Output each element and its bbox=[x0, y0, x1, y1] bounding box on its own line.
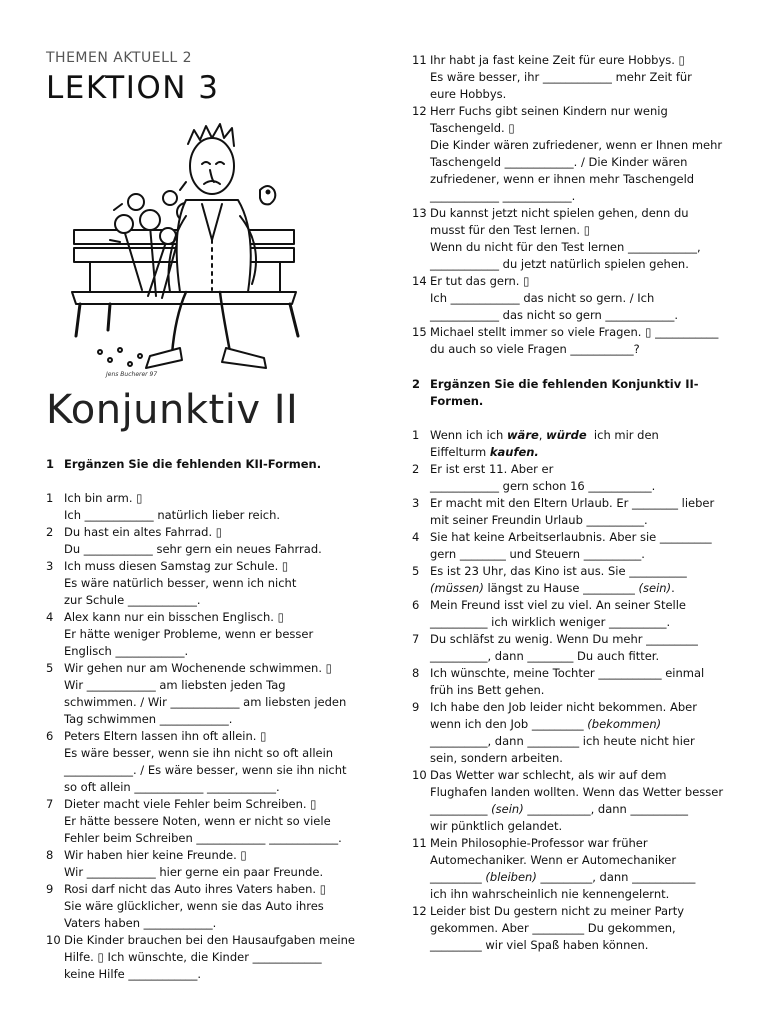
exercise-item bbox=[46, 660, 368, 728]
item-line: Wir ____________ hier gerne ein paar Freunde. bbox=[64, 865, 324, 879]
item-number: 5 bbox=[412, 564, 420, 578]
item-line: Taschengeld ____________. / Die Kinder wären bbox=[430, 155, 688, 169]
item-line: Wir gehen nur am Wochenende schwimmen. ▯ bbox=[64, 661, 332, 675]
exercise-2-items bbox=[412, 427, 738, 954]
item-number: 10 bbox=[412, 768, 427, 782]
item-number: 8 bbox=[412, 666, 420, 680]
item-line: Ich bin arm. ▯ bbox=[64, 491, 143, 505]
item-line: Er ist erst 11. Aber er bbox=[430, 462, 554, 476]
exercise-item bbox=[412, 563, 738, 597]
item-number: 11 bbox=[412, 53, 427, 67]
item-line: Ich ____________ das nicht so gern. / Ich bbox=[430, 291, 655, 305]
item-line: ____________ ____________. bbox=[430, 189, 576, 203]
item-number: 14 bbox=[412, 274, 427, 288]
item-line: Er macht mit den Eltern Urlaub. Er ________ lieber bbox=[430, 496, 715, 510]
exercise-number: 2 bbox=[412, 377, 421, 391]
item-line: mit seiner Freundin Urlaub __________. bbox=[430, 513, 648, 527]
exercise-item bbox=[412, 665, 738, 699]
item-line: ich ihn wahrscheinlich nie kennengelernt. bbox=[430, 887, 670, 901]
series-title: THEMEN AKTUELL 2 bbox=[46, 50, 193, 66]
item-line: Sie hat keine Arbeitserlaubnis. Aber sie _________ bbox=[430, 530, 712, 544]
item-line: Die Kinder wären zufriedener, wenn er Ihnen mehr bbox=[430, 138, 723, 152]
item-line: Die Kinder brauchen bei den Hausaufgaben meine bbox=[64, 933, 355, 947]
item-line: keine Hilfe ____________. bbox=[64, 967, 202, 981]
item-number: 3 bbox=[46, 559, 54, 573]
example-text: , bbox=[538, 428, 547, 442]
item-line: du auch so viele Fragen ___________? bbox=[430, 342, 640, 356]
example-text: Wenn ich ich bbox=[430, 428, 507, 442]
item-number: 6 bbox=[46, 729, 54, 743]
exercise-item bbox=[46, 728, 368, 796]
exercise-item bbox=[412, 597, 738, 631]
item-number: 6 bbox=[412, 598, 420, 612]
exercise-1-items-left bbox=[46, 490, 368, 983]
item-line: Taschengeld. ▯ bbox=[430, 121, 515, 135]
exercise-1 bbox=[46, 456, 368, 983]
exercise-item bbox=[412, 273, 738, 324]
item-line: _________ (bleiben) _________, dann ___________ bbox=[430, 870, 696, 884]
item-line: Du hast ein altes Fahrrad. ▯ bbox=[64, 525, 223, 539]
page-title: Konjunktiv II bbox=[46, 387, 299, 433]
item-line: Peters Eltern lassen ihn oft allein. ▯ bbox=[64, 729, 267, 743]
item-line: Es ist 23 Uhr, das Kino ist aus. Sie __________ bbox=[430, 564, 687, 578]
item-line: Wir haben hier keine Freunde. ▯ bbox=[64, 848, 247, 862]
item-line: __________ (sein) ___________, dann __________ bbox=[430, 802, 688, 816]
item-line: Vaters haben ____________. bbox=[64, 916, 217, 930]
item-line: Rosi darf nicht das Auto ihres Vaters haben. ▯ bbox=[64, 882, 327, 896]
item-number: 4 bbox=[46, 610, 54, 624]
item-number: 2 bbox=[46, 525, 54, 539]
item-line: Tag schwimmen ____________. bbox=[64, 712, 233, 726]
item-line: Wenn du nicht für den Test lernen ____________, bbox=[430, 240, 701, 254]
item-number: 7 bbox=[46, 797, 54, 811]
right-column bbox=[412, 52, 738, 954]
item-line: eure Hobbys. bbox=[430, 87, 507, 101]
item-line: Es wäre natürlich besser, wenn ich nicht bbox=[64, 576, 297, 590]
item-line: (müssen) längst zu Hause _________ (sein). bbox=[430, 581, 675, 595]
item-line: Automechaniker. Wenn er Automechaniker bbox=[430, 853, 677, 867]
illustration-signature: Jens Bucherer 97 bbox=[106, 371, 158, 378]
exercise-instruction-line: Formen. bbox=[430, 394, 484, 408]
exercise-item bbox=[412, 52, 738, 103]
exercise-item bbox=[412, 103, 738, 205]
item-line: __________ ich wirklich weniger __________. bbox=[430, 615, 671, 629]
exercise-item bbox=[46, 524, 368, 558]
item-line: Wir ____________ am liebsten jeden Tag bbox=[64, 678, 286, 692]
item-number: 1 bbox=[412, 428, 420, 442]
exercise-item bbox=[412, 835, 738, 903]
item-line: Dieter macht viele Fehler beim Schreiben. ▯ bbox=[64, 797, 317, 811]
item-number: 10 bbox=[46, 933, 61, 947]
item-number: 12 bbox=[412, 104, 427, 118]
exercise-item bbox=[412, 529, 738, 563]
exercise-item bbox=[46, 932, 368, 983]
item-line: Du ____________ sehr gern ein neues Fahrrad. bbox=[64, 542, 322, 556]
exercise-1-items-right bbox=[412, 52, 738, 358]
item-number: 8 bbox=[46, 848, 54, 862]
item-line: Alex kann nur ein bisschen Englisch. ▯ bbox=[64, 610, 284, 624]
exercise-instruction: Ergänzen Sie die fehlenden KII-Formen. bbox=[64, 457, 322, 471]
exercise-item bbox=[46, 847, 368, 881]
item-line: Du schläfst zu wenig. Wenn Du mehr _________ bbox=[430, 632, 698, 646]
example-answer: wäre bbox=[506, 428, 539, 442]
example-item bbox=[412, 427, 738, 461]
exercise-2-heading bbox=[412, 376, 738, 410]
example-answer: kaufen. bbox=[489, 445, 539, 459]
exercise-1-heading bbox=[46, 456, 368, 473]
item-line: ____________. / Es wäre besser, wenn sie ihn nicht bbox=[64, 763, 347, 777]
item-line: gekommen. Aber _________ Du gekommen, bbox=[430, 921, 676, 935]
item-line: Mein Philosophie-Professor war früher bbox=[430, 836, 648, 850]
item-number: 9 bbox=[46, 882, 54, 896]
item-number: 4 bbox=[412, 530, 420, 544]
item-number: 7 bbox=[412, 632, 420, 646]
item-line: Leider bist Du gestern nicht zu meiner Party bbox=[430, 904, 685, 918]
item-line: __________, dann ________ Du auch fitter. bbox=[430, 649, 660, 663]
exercise-item bbox=[412, 767, 738, 835]
exercise-item bbox=[412, 324, 738, 358]
item-line: Mein Freund isst viel zu viel. An seiner Stelle bbox=[430, 598, 686, 612]
item-number: 12 bbox=[412, 904, 427, 918]
item-line: Ich muss diesen Samstag zur Schule. ▯ bbox=[64, 559, 289, 573]
exercise-item bbox=[46, 609, 368, 660]
item-number: 2 bbox=[412, 462, 420, 476]
exercise-item bbox=[46, 490, 368, 524]
item-line: ____________ das nicht so gern ____________. bbox=[430, 308, 679, 322]
item-number: 9 bbox=[412, 700, 420, 714]
sad-man-on-bench-illustration bbox=[70, 120, 302, 382]
lesson-title: LEKTION 3 bbox=[46, 70, 220, 106]
item-line: Ich habe den Job leider nicht bekommen. Aber bbox=[430, 700, 697, 714]
exercise-item bbox=[412, 903, 738, 954]
exercise-item bbox=[412, 205, 738, 273]
exercise-instruction-line: Ergänzen Sie die fehlenden Konjunktiv II- bbox=[430, 377, 699, 391]
exercise-item bbox=[412, 461, 738, 495]
exercise-2 bbox=[412, 376, 738, 954]
item-line: Er tut das gern. ▯ bbox=[430, 274, 530, 288]
item-line: ____________ gern schon 16 ___________. bbox=[430, 479, 656, 493]
item-number: 13 bbox=[412, 206, 427, 220]
item-line: Ich ____________ natürlich lieber reich. bbox=[64, 508, 281, 522]
item-line: Michael stellt immer so viele Fragen. ▯ ___________ bbox=[430, 325, 719, 339]
item-line: musst für den Test lernen. ▯ bbox=[430, 223, 591, 237]
item-line: zufriedener, wenn er ihnen mehr Taschengeld bbox=[430, 172, 695, 186]
page-header bbox=[46, 50, 376, 106]
item-line: Sie wäre glücklicher, wenn sie das Auto ihres bbox=[64, 899, 324, 913]
exercise-2-list bbox=[412, 461, 738, 954]
item-line: Ich wünschte, meine Tochter ___________ einmal bbox=[430, 666, 705, 680]
exercise-item bbox=[46, 881, 368, 932]
item-number: 3 bbox=[412, 496, 420, 510]
item-line: Das Wetter war schlecht, als wir auf dem bbox=[430, 768, 667, 782]
item-line: Du kannst jetzt nicht spielen gehen, denn du bbox=[430, 206, 689, 220]
exercise-item bbox=[412, 699, 738, 767]
item-line: sein, sondern arbeiten. bbox=[430, 751, 563, 765]
item-line: wir pünktlich gelandet. bbox=[430, 819, 563, 833]
exercise-item bbox=[46, 558, 368, 609]
item-line: Fehler beim Schreiben ____________ ____________. bbox=[64, 831, 342, 845]
item-line: Es wäre besser, ihr ____________ mehr Zeit für bbox=[430, 70, 692, 84]
item-line: Hilfe. ▯ Ich wünschte, die Kinder ____________ bbox=[64, 950, 322, 964]
item-line: schwimmen. / Wir ____________ am liebsten jeden bbox=[64, 695, 347, 709]
exercise-item bbox=[46, 796, 368, 847]
item-line: __________, dann _________ ich heute nicht hier bbox=[430, 734, 695, 748]
item-line: so oft allein ____________ ____________. bbox=[64, 780, 280, 794]
item-line: Englisch ____________. bbox=[64, 644, 189, 658]
example-text: ich mir den bbox=[586, 428, 659, 442]
item-number: 5 bbox=[46, 661, 54, 675]
item-line: wenn ich den Job _________ (bekommen) bbox=[430, 717, 662, 731]
item-line: Herr Fuchs gibt seinen Kindern nur wenig bbox=[430, 104, 668, 118]
item-line: früh ins Bett gehen. bbox=[430, 683, 545, 697]
item-line: Ihr habt ja fast keine Zeit für eure Hobbys. ▯ bbox=[430, 53, 685, 67]
item-line: Er hätte weniger Probleme, wenn er besser bbox=[64, 627, 314, 641]
illustration bbox=[70, 120, 302, 382]
exercise-item bbox=[412, 631, 738, 665]
item-line: Flughafen landen wollten. Wenn das Wetter besser bbox=[430, 785, 724, 799]
item-line: zur Schule ____________. bbox=[64, 593, 201, 607]
exercise-item bbox=[412, 495, 738, 529]
item-number: 15 bbox=[412, 325, 427, 339]
example-answer: würde bbox=[546, 428, 587, 442]
item-line: _________ wir viel Spaß haben können. bbox=[430, 938, 649, 952]
exercise-number: 1 bbox=[46, 457, 55, 471]
item-line: Es wäre besser, wenn sie ihn nicht so oft allein bbox=[64, 746, 334, 760]
item-number: 1 bbox=[46, 491, 54, 505]
item-line: gern ________ und Steuern __________. bbox=[430, 547, 645, 561]
item-line: Er hätte bessere Noten, wenn er nicht so viele bbox=[64, 814, 331, 828]
item-number: 11 bbox=[412, 836, 427, 850]
item-line: ____________ du jetzt natürlich spielen gehen. bbox=[430, 257, 689, 271]
example-text: Eiffelturm bbox=[430, 445, 490, 459]
